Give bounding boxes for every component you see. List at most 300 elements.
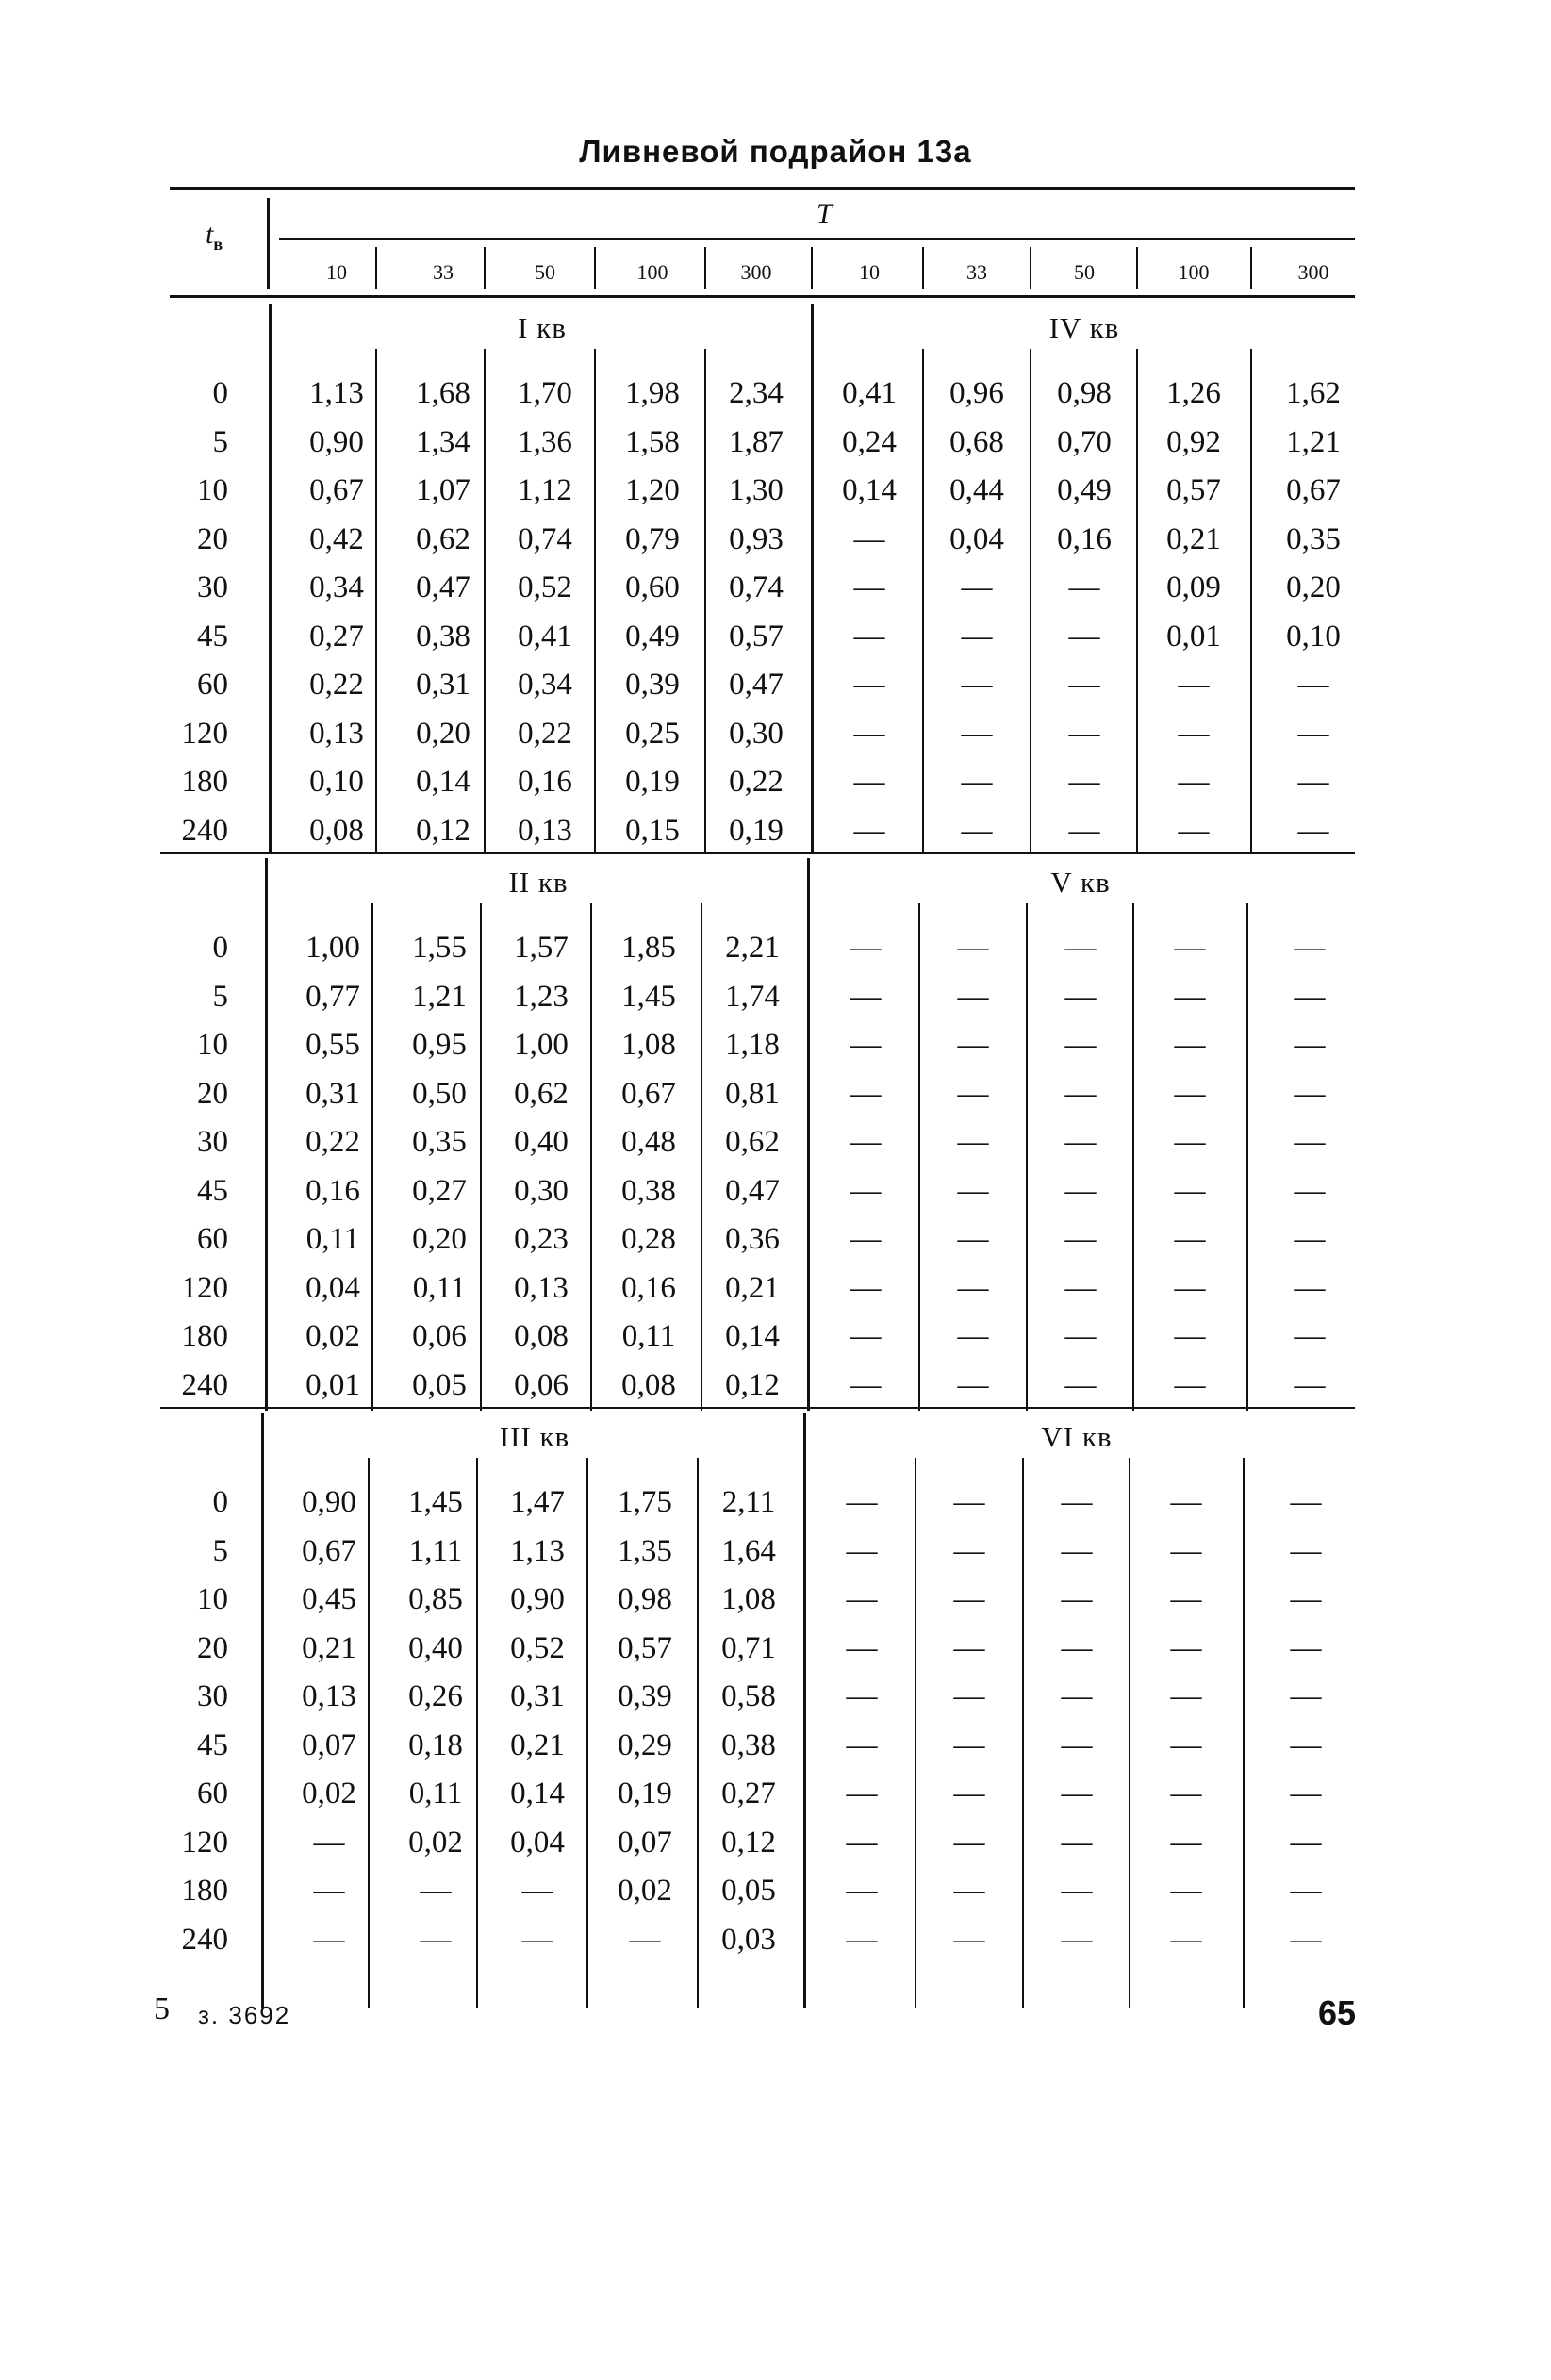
table-cell: — [1290, 1728, 1322, 1762]
table-cell: — [1064, 980, 1097, 1014]
table-cell: 0,21 [1166, 522, 1221, 556]
row-tb-value: 10 [197, 1028, 228, 1062]
table-cell: 0,10 [309, 765, 364, 799]
table-cell: 0,31 [510, 1679, 565, 1713]
header-divider [922, 247, 924, 289]
table-cell: 0,57 [618, 1631, 672, 1665]
table-cell: 0,29 [618, 1728, 672, 1762]
table-cell: 0,39 [618, 1679, 672, 1713]
table-cell: 0,15 [625, 814, 680, 848]
section-divider [1030, 349, 1031, 853]
section-divider [918, 903, 920, 1411]
table-cell: — [850, 1368, 882, 1402]
table-cell: — [1064, 931, 1097, 965]
table-cell: 0,57 [1166, 473, 1221, 507]
table-cell: 0,23 [514, 1222, 569, 1256]
table-cell: 0,30 [729, 717, 784, 751]
table-cell: 1,18 [725, 1028, 780, 1062]
table-cell: 0,06 [514, 1368, 569, 1402]
table-cell: 0,04 [305, 1271, 360, 1305]
table-cell: 0,12 [721, 1826, 776, 1859]
table-cell: 1,55 [412, 931, 467, 965]
table-cell: 0,10 [1286, 620, 1341, 653]
section-label-right: V кв [1050, 866, 1111, 899]
table-cell: — [1170, 1923, 1202, 1957]
table-cell: 0,34 [309, 570, 364, 604]
table-cell: — [953, 1728, 985, 1762]
table-cell: 0,20 [416, 717, 470, 751]
table-cell: — [1290, 1534, 1322, 1568]
header-divider [1250, 247, 1252, 289]
section-divider [1132, 903, 1134, 1411]
table-cell: — [313, 1923, 345, 1957]
rule-top [170, 187, 1355, 190]
table-cell: — [957, 1222, 989, 1256]
table-cell: 2,21 [725, 931, 780, 965]
table-cell: 0,19 [625, 765, 680, 799]
section-divider-middle [807, 858, 810, 1411]
table-cell: 0,14 [510, 1777, 565, 1810]
section-divider [915, 1458, 916, 2008]
row-tb-value: 20 [197, 1631, 228, 1665]
table-cell: 0,13 [309, 717, 364, 751]
row-tb-value: 180 [181, 1319, 228, 1353]
table-cell: — [1064, 1125, 1097, 1159]
table-cell: — [1178, 814, 1210, 848]
row-tb-value: 5 [212, 425, 228, 459]
header-divider [594, 247, 596, 289]
table-cell: — [1294, 1174, 1326, 1208]
table-cell: — [850, 980, 882, 1014]
table-cell: 1,58 [625, 425, 680, 459]
table-cell: 1,35 [618, 1534, 672, 1568]
order-number: з. 3692 [198, 2001, 291, 2029]
table-cell: — [846, 1923, 878, 1957]
table-cell: 1,13 [309, 376, 364, 410]
table-cell: 0,11 [412, 1271, 467, 1305]
table-cell: 0,62 [514, 1077, 569, 1111]
table-cell: 0,90 [302, 1485, 356, 1519]
table-cell: 0,90 [309, 425, 364, 459]
table-cell: 0,12 [416, 814, 470, 848]
header-T: T [817, 198, 833, 229]
table-cell: 0,11 [621, 1319, 676, 1353]
table-cell: 0,25 [625, 717, 680, 751]
header-T-value: 50 [1074, 260, 1095, 284]
table-cell: — [1174, 1222, 1206, 1256]
header-divider [811, 247, 813, 289]
section-label-right: IV кв [1048, 311, 1120, 344]
table-cell: — [853, 668, 885, 702]
table-cell: — [1174, 1028, 1206, 1062]
table-cell: 0,31 [416, 668, 470, 702]
table-cell: 0,98 [1057, 376, 1112, 410]
table-cell: — [953, 1826, 985, 1859]
table-cell: 0,02 [305, 1319, 360, 1353]
sheet-mark: 5 [154, 1992, 170, 2026]
table-cell: — [1061, 1631, 1093, 1665]
table-cell: 0,11 [305, 1222, 360, 1256]
table-cell: 0,79 [625, 522, 680, 556]
row-tb-value: 120 [181, 717, 228, 751]
row-tb-value: 30 [197, 1125, 228, 1159]
table-cell: — [1170, 1679, 1202, 1713]
table-cell: — [313, 1874, 345, 1908]
table-cell: — [1068, 620, 1100, 653]
table-cell: — [846, 1874, 878, 1908]
table-cell: — [1061, 1923, 1093, 1957]
table-cell: 0,16 [1057, 522, 1112, 556]
section-label-left: II кв [508, 866, 569, 899]
table-cell: — [953, 1874, 985, 1908]
table-cell: 1,85 [621, 931, 676, 965]
table-cell: — [850, 1319, 882, 1353]
row-tb-value: 240 [181, 1923, 228, 1957]
header-divider [704, 247, 706, 289]
table-cell: 0,14 [416, 765, 470, 799]
table-cell: — [953, 1485, 985, 1519]
row-tb-value: 45 [197, 1728, 228, 1762]
table-cell: — [1294, 1222, 1326, 1256]
row-tb-value: 120 [181, 1826, 228, 1859]
table-cell: 0,07 [302, 1728, 356, 1762]
section-divider [1129, 1458, 1130, 2008]
page-number: 65 [1318, 1993, 1357, 2032]
table-cell: — [1068, 765, 1100, 799]
table-cell: 1,98 [625, 376, 680, 410]
table-cell: — [957, 980, 989, 1014]
table-cell: 0,50 [412, 1077, 467, 1111]
header-divider [1030, 247, 1031, 289]
section-divider [1022, 1458, 1024, 2008]
table-cell: 0,49 [625, 620, 680, 653]
table-cell: — [853, 620, 885, 653]
table-cell: — [1290, 1826, 1322, 1859]
table-cell: 1,62 [1286, 376, 1341, 410]
row-tb-value: 20 [197, 522, 228, 556]
table-cell: — [957, 1077, 989, 1111]
table-cell: 1,36 [518, 425, 572, 459]
row-tb-value: 10 [197, 1582, 228, 1616]
section-divider [704, 349, 706, 853]
table-cell: 0,45 [302, 1582, 356, 1616]
table-cell: 0,08 [621, 1368, 676, 1402]
row-tb-value: 30 [197, 570, 228, 604]
table-cell: — [846, 1728, 878, 1762]
table-cell: — [961, 765, 993, 799]
table-cell: 0,27 [412, 1174, 467, 1208]
table-cell: — [1064, 1271, 1097, 1305]
table-cell: — [957, 931, 989, 965]
row-tb-value: 240 [181, 1368, 228, 1402]
table-cell: 0,08 [514, 1319, 569, 1353]
table-cell: — [846, 1631, 878, 1665]
section-divider [697, 1458, 699, 2008]
header-T-value: 100 [636, 260, 668, 284]
table-cell: 0,47 [729, 668, 784, 702]
table-cell: 0,04 [510, 1826, 565, 1859]
table-cell: — [1170, 1728, 1202, 1762]
table-cell: — [850, 1125, 882, 1159]
table-cell: 0,42 [309, 522, 364, 556]
table-cell: 0,40 [408, 1631, 463, 1665]
table-cell: 0,27 [721, 1777, 776, 1810]
table-cell: — [846, 1777, 878, 1810]
table-cell: 1,70 [518, 376, 572, 410]
table-cell: 0,77 [305, 980, 360, 1014]
table-cell: 1,68 [416, 376, 470, 410]
table-cell: 0,13 [514, 1271, 569, 1305]
table-cell: — [846, 1582, 878, 1616]
table-cell: — [957, 1174, 989, 1208]
table-cell: 0,08 [309, 814, 364, 848]
row-tb-value: 60 [197, 1777, 228, 1810]
table-cell: 0,12 [725, 1368, 780, 1402]
section-divider-main [265, 858, 268, 1411]
table-cell: — [961, 814, 993, 848]
table-cell: — [850, 1271, 882, 1305]
row-tb-value: 180 [181, 765, 228, 799]
table-cell: — [853, 814, 885, 848]
table-cell: 0,41 [518, 620, 572, 653]
table-cell: 0,20 [1286, 570, 1341, 604]
table-cell: — [961, 668, 993, 702]
table-cell: — [1178, 765, 1210, 799]
table-cell: — [1294, 1368, 1326, 1402]
table-cell: — [1294, 980, 1326, 1014]
table-cell: 0,38 [416, 620, 470, 653]
table-cell: 0,30 [514, 1174, 569, 1208]
header-T-value: 300 [1297, 260, 1329, 284]
table-cell: 0,52 [510, 1631, 565, 1665]
header-T-value: 33 [966, 260, 987, 284]
table-cell: 1,23 [514, 980, 569, 1014]
table-cell: 1,64 [721, 1534, 776, 1568]
section-divider [590, 903, 592, 1411]
table-cell: 1,12 [518, 473, 572, 507]
table-cell: 0,04 [949, 522, 1004, 556]
table-cell: — [853, 522, 885, 556]
table-cell: — [1290, 1874, 1322, 1908]
table-cell: — [1294, 1077, 1326, 1111]
table-cell: — [1064, 1077, 1097, 1111]
section-divider [701, 903, 702, 1411]
table-cell: — [629, 1923, 661, 1957]
table-cell: 0,01 [1166, 620, 1221, 653]
header-T-value: 50 [535, 260, 555, 284]
table-cell: — [853, 765, 885, 799]
table-cell: 1,74 [725, 980, 780, 1014]
row-tb-value: 0 [212, 376, 228, 410]
table-cell: 1,11 [408, 1534, 463, 1568]
table-cell: 2,34 [729, 376, 784, 410]
section-label-left: I кв [518, 311, 567, 344]
table-cell: 0,38 [621, 1174, 676, 1208]
table-cell: — [850, 1222, 882, 1256]
section-divider-main [261, 1413, 264, 2008]
table-cell: — [1064, 1368, 1097, 1402]
row-tb-value: 0 [212, 1485, 228, 1519]
table-cell: — [853, 570, 885, 604]
header-T-value: 10 [326, 260, 347, 284]
table-cell: 0,22 [729, 765, 784, 799]
section-divider-middle [811, 304, 814, 853]
table-cell: — [1061, 1534, 1093, 1568]
section-divider [586, 1458, 588, 2008]
table-cell: — [1174, 1174, 1206, 1208]
table-cell: 1,21 [412, 980, 467, 1014]
table-cell: — [1290, 1485, 1322, 1519]
table-cell: 0,21 [510, 1728, 565, 1762]
table-cell: — [1061, 1874, 1093, 1908]
table-cell: 0,26 [408, 1679, 463, 1713]
table-cell: 1,47 [510, 1485, 565, 1519]
table-cell: 0,02 [618, 1874, 672, 1908]
table-cell: 0,35 [1286, 522, 1341, 556]
table-cell: 0,81 [725, 1077, 780, 1111]
table-cell: — [1294, 1125, 1326, 1159]
row-tb-value: 45 [197, 1174, 228, 1208]
table-cell: — [850, 1077, 882, 1111]
table-cell: 0,41 [842, 376, 897, 410]
table-cell: — [1170, 1534, 1202, 1568]
section-divider [1250, 349, 1252, 853]
table-cell: — [846, 1534, 878, 1568]
table-cell: 0,09 [1166, 570, 1221, 604]
row-tb-value: 180 [181, 1874, 228, 1908]
row-tb-value: 30 [197, 1679, 228, 1713]
section-divider [1136, 349, 1138, 853]
table-cell: 0,92 [1166, 425, 1221, 459]
table-cell: — [1294, 1028, 1326, 1062]
table-cell: 0,31 [305, 1077, 360, 1111]
table-cell: 1,08 [621, 1028, 676, 1062]
table-cell: — [961, 620, 993, 653]
table-cell: — [1068, 668, 1100, 702]
table-cell: — [1064, 1174, 1097, 1208]
table-cell: 0,22 [305, 1125, 360, 1159]
table-cell: 0,52 [518, 570, 572, 604]
table-cell: 0,24 [842, 425, 897, 459]
table-cell: 0,55 [305, 1028, 360, 1062]
table-cell: 0,21 [725, 1271, 780, 1305]
row-tb-value: 20 [197, 1077, 228, 1111]
table-cell: 0,19 [729, 814, 784, 848]
section-divider [1246, 903, 1248, 1411]
table-cell: — [1290, 1631, 1322, 1665]
table-cell: — [420, 1923, 452, 1957]
table-cell: — [846, 1826, 878, 1859]
table-cell: 0,95 [412, 1028, 467, 1062]
table-cell: 1,57 [514, 931, 569, 965]
table-cell: — [1061, 1777, 1093, 1810]
table-cell: — [957, 1319, 989, 1353]
section-rule [160, 852, 1355, 854]
table-cell: 1,45 [408, 1485, 463, 1519]
table-cell: 0,07 [618, 1826, 672, 1859]
table-cell: — [853, 717, 885, 751]
table-cell: 0,21 [302, 1631, 356, 1665]
table-cell: 1,30 [729, 473, 784, 507]
table-cell: — [850, 931, 882, 965]
table-cell: 0,47 [725, 1174, 780, 1208]
table-cell: — [1174, 1077, 1206, 1111]
table-cell: — [953, 1923, 985, 1957]
table-cell: — [1170, 1631, 1202, 1665]
table-cell: 0,22 [309, 668, 364, 702]
table-cell: — [953, 1631, 985, 1665]
header-T-value: 100 [1178, 260, 1210, 284]
table-cell: 0,13 [302, 1679, 356, 1713]
table-cell: 1,87 [729, 425, 784, 459]
table-cell: 0,40 [514, 1125, 569, 1159]
table-cell: 0,62 [416, 522, 470, 556]
table-cell: 0,71 [721, 1631, 776, 1665]
table-cell: 0,49 [1057, 473, 1112, 507]
row-tb-value: 120 [181, 1271, 228, 1305]
section-label-left: III кв [499, 1420, 570, 1453]
table-cell: — [1297, 717, 1329, 751]
table-cell: — [1061, 1582, 1093, 1616]
table-cell: 0,38 [721, 1728, 776, 1762]
table-cell: 0,47 [416, 570, 470, 604]
table-cell: — [420, 1874, 452, 1908]
header-divider-main [267, 198, 270, 289]
table-cell: — [1068, 570, 1100, 604]
table-cell: 0,13 [518, 814, 572, 848]
table-cell: 1,00 [305, 931, 360, 965]
rule-header-bottom [170, 295, 1355, 298]
table-cell: 0,05 [721, 1874, 776, 1908]
table-cell: — [1068, 717, 1100, 751]
table-cell: 0,44 [949, 473, 1004, 507]
row-tb-value: 45 [197, 620, 228, 653]
table-cell: — [1174, 931, 1206, 965]
table-cell: — [850, 1028, 882, 1062]
table-cell: — [961, 570, 993, 604]
table-cell: 0,70 [1057, 425, 1112, 459]
table-cell: — [1170, 1874, 1202, 1908]
table-cell: — [1294, 931, 1326, 965]
row-tb-value: 0 [212, 931, 228, 965]
header-T-value: 33 [433, 260, 454, 284]
table-cell: — [313, 1826, 345, 1859]
section-label-right: VI кв [1041, 1420, 1113, 1453]
table-cell: — [1294, 1271, 1326, 1305]
table-cell: 0,27 [309, 620, 364, 653]
table-cell: 1,07 [416, 473, 470, 507]
table-cell: 0,03 [721, 1923, 776, 1957]
table-cell: 0,06 [412, 1319, 467, 1353]
section-divider [922, 349, 924, 853]
row-tb-value: 60 [197, 1222, 228, 1256]
header-T-value: 10 [859, 260, 880, 284]
table-cell: 0,67 [1286, 473, 1341, 507]
tb-subscript: в [213, 235, 223, 254]
row-tb-value: 60 [197, 668, 228, 702]
header-divider [1136, 247, 1138, 289]
table-cell: — [957, 1028, 989, 1062]
table-cell: 0,39 [625, 668, 680, 702]
header-tb [206, 219, 223, 255]
table-cell: — [1061, 1728, 1093, 1762]
table-cell: 0,68 [949, 425, 1004, 459]
table-cell: — [1170, 1582, 1202, 1616]
table-cell: — [1064, 1319, 1097, 1353]
table-cell: 0,16 [518, 765, 572, 799]
table-cell: 0,60 [625, 570, 680, 604]
section-divider [1243, 1458, 1245, 2008]
